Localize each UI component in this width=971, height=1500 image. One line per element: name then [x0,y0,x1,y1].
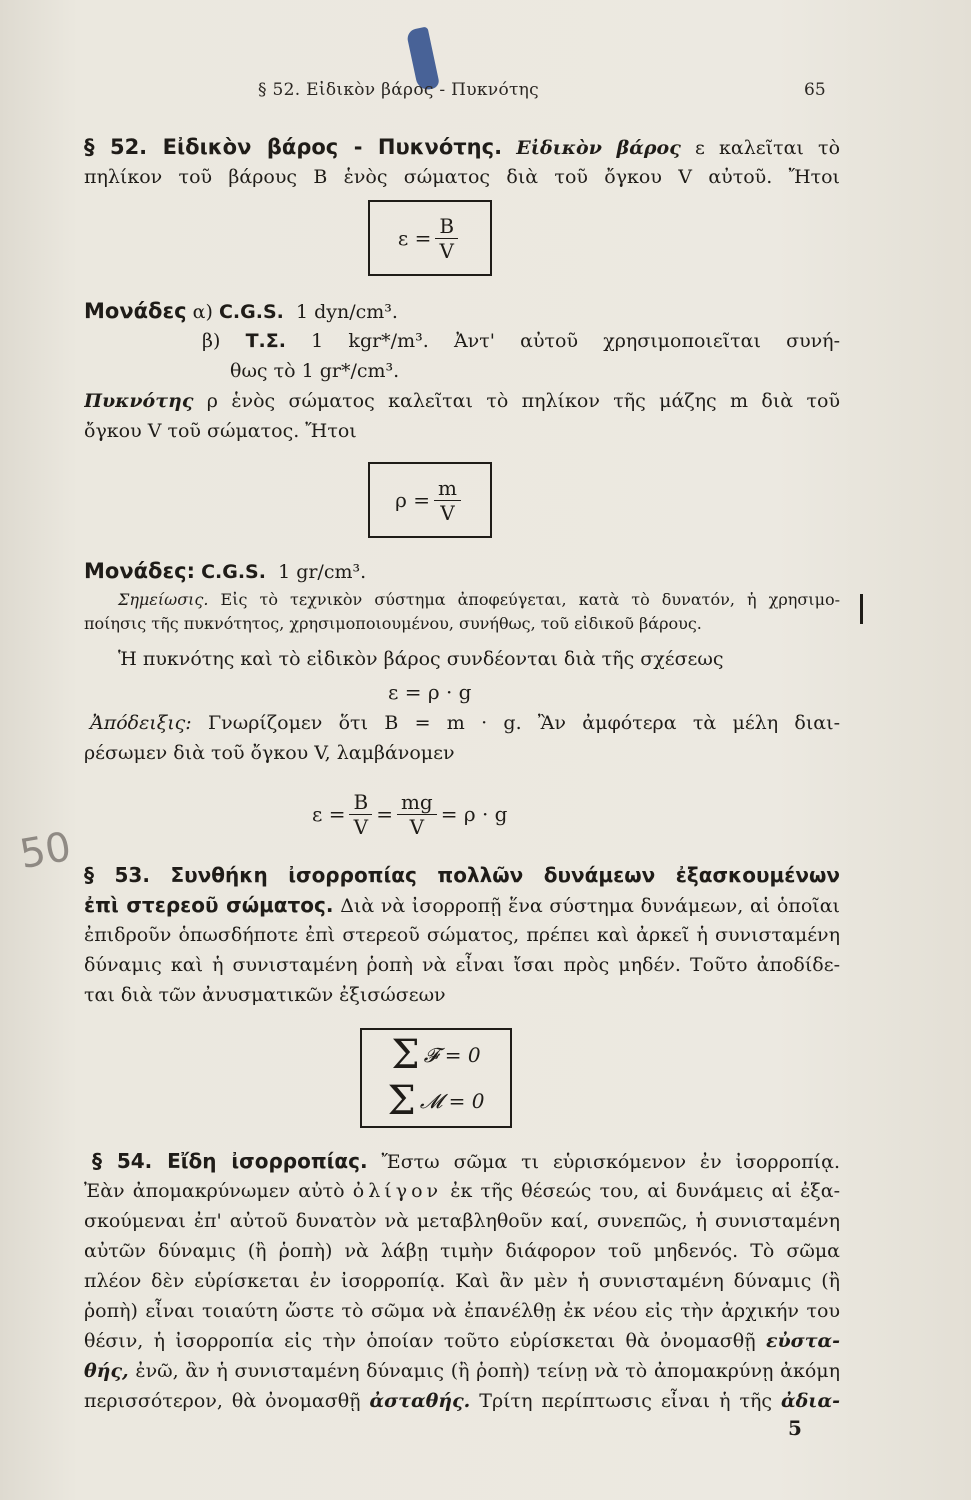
fraction-denominator: V [409,814,425,839]
proof-label: Ἀπόδειξις: [90,712,192,734]
note-label: Σημείωσις. [118,590,209,609]
text-line [84,860,840,890]
text-line [84,326,840,356]
units-label: Μονάδες: [84,559,196,583]
term-stable-cont: θής, [84,1360,129,1382]
proof-equation [312,784,507,844]
text-line [84,132,840,162]
text-line [84,1326,840,1356]
formula-specific-weight-box [368,200,492,276]
section-52-intro [84,132,840,192]
text-fragment: Τρίτη περίπτωσις εἶναι ἡ τῆς [479,1390,772,1412]
unit-value: 1 dyn/cm³. [295,301,398,323]
text-line [84,1386,840,1416]
section-53-heading-cont: ἐπὶ στερεοῦ σώματος. [84,893,334,917]
term-specific-weight: Εἰδικὸν βάρος [516,137,681,159]
running-header [0,80,971,106]
equilibrium-equations-box [360,1028,512,1128]
fraction-numerator: m [434,476,461,501]
sigma-symbol: Σ [387,1078,416,1124]
moment-equation [388,1078,485,1124]
term-unstable: ἀσταθής. [369,1390,471,1412]
text-line: δύναμις καὶ ἡ συνισταμένη ῥοπὴ νὰ εἶναι ἴσαι πρὸς μηδέν. Τοῦτο ἀποδίδε- [84,954,840,976]
fraction-numerator: B [435,214,458,239]
proof-block [84,708,840,768]
text-line: ἐπιδροῦν ὁπωσδήποτε ἐπὶ στερεοῦ σώματος, πρέπει καὶ ἀρκεῖ ἡ συνισταμένη [84,924,840,946]
text-line [84,296,840,326]
equals-sign: = [376,802,393,826]
fraction-denominator: V [439,238,454,263]
text-fragment: Ἔστω σῶμα τι εὑρισκόμενον ἐν ἰσορροπίᾳ. [381,1151,840,1173]
text-fragment: ἐκ τῆς θέσεώς του, αἱ δυνάμεις αἱ ἐξα- [450,1180,840,1202]
section-52-heading: § 52. Εἰδικὸν βάρος - Πυκνότης. [84,135,503,159]
running-title: § 52. Εἰδικὸν βάρος - Πυκνότης [258,80,539,100]
unit-system: Τ.Σ. [245,330,286,352]
section-54-heading: § 54. Εἴδη ἰσορροπίας. [92,1149,368,1173]
units-block [84,296,840,446]
text-fragment: Ἐὰν ἀπομακρύνωμεν αὐτὸ [84,1180,345,1202]
sigma-symbol: Σ [391,1032,420,1078]
text-line [84,588,840,612]
formula-rhs: = ρ · g [440,802,508,826]
fraction-denominator: V [353,814,369,839]
unit-value: 1 gr/cm³. [278,561,367,583]
text-line: ῥοπὴ) εἶναι τοιαύτη ὥστε τὸ σῶμα νὰ ἐπανέλθῃ ἐκ νέου εἰς τὴν ἀρχικήν του [84,1300,840,1322]
text-line: ποίησις τῆς πυκνότητος, χρησιμοποιουμένου, συνήθως, τοῦ εἰδικοῦ βάρους. [84,614,702,633]
signature-mark: 5 [788,1416,802,1440]
text-line [84,1356,840,1386]
text-line: σκούμεναι ἐπ' αὐτοῦ δυνατὸν νὰ μεταβληθοῦν καί, συνεπῶς, ἡ συνισταμένη [84,1210,840,1232]
unit-prefix: α) [192,301,213,323]
text-line [84,386,840,416]
handwritten-margin-note: 50 [16,823,75,879]
section-53-heading: § 53. Συνθήκη ἰσορροπίας πολλῶν δυνάμεων ἐξασκουμένων [84,863,840,887]
units-density [84,556,840,586]
section-53 [84,860,840,1010]
text-line: ται διὰ τῶν ἀνυσματικῶν ἐξισώσεων [84,984,446,1006]
fraction [435,214,458,263]
formula-lhs: ρ = [395,488,430,512]
text-fragment: περισσότερον, θὰ ὀνομασθῇ [84,1390,361,1412]
text-line [84,890,840,920]
term-density: Πυκνότης [84,390,194,412]
section-54 [84,1146,840,1416]
fraction [397,790,437,839]
text-fragment: Γνωρίζομεν ὅτι Β = m · g. Ἂν ἀμφότερα τὰ μέλη διαι- [208,712,840,734]
text-line: αὐτῶν δύναμις (ἢ ῥοπὴ) νὰ λάβῃ τιμὴν διάφορον τοῦ μηδενός. Τὸ σῶμα [84,1240,840,1262]
text-line [84,1146,840,1176]
fraction-denominator: V [440,500,455,525]
relation-block [84,644,840,674]
spaced-word: ὀλίγον [352,1180,443,1202]
text-line: ὄγκου V τοῦ σώματος. Ἤτοι [84,420,357,442]
text-fragment: ε καλεῖται τὸ [695,137,840,159]
text-fragment: ρ ἑνὸς σώματος καλεῖται τὸ πηλίκον τῆς μάζης m διὰ τοῦ [206,390,840,412]
force-symbol: 𝓕 = 0 [423,1043,481,1067]
text-fragment: ἐνῶ, ἂν ἡ συνισταμένη δύναμις (ἢ ῥοπὴ) τείνῃ νὰ τὸ ἀπομακρύνῃ ἀκόμη [135,1360,840,1382]
fraction [349,790,372,839]
fraction-numerator: B [349,790,372,815]
text-line [84,556,840,586]
text-fragment: θέσιν, ἡ ἰσορροπία εἰς τὴν ὁποίαν τοῦτο εὑρίσκεται θὰ ὀνομασθῇ [84,1330,756,1352]
text-line: πηλίκον τοῦ βάρους Β ἑνὸς σώματος διὰ τοῦ ὄγκου V αὐτοῦ. Ἤτοι [84,166,840,188]
unit-prefix: β) [202,330,221,352]
relation-equation: ε = ρ · g [388,680,472,704]
text-line: θως τὸ 1 gr*/cm³. [230,360,400,382]
unit-system: C.G.S. [201,561,266,583]
unit-value: 1 kgr*/m³. Ἀντ' αὐτοῦ χρησιμοποιεῖται συνή- [311,330,840,352]
force-equation [391,1032,480,1078]
moment-symbol: 𝓜 = 0 [419,1089,485,1113]
text-line: ρέσωμεν διὰ τοῦ ὄγκου V, λαμβάνομεν [84,742,455,764]
fraction [434,476,461,525]
unit-system: C.G.S. [218,301,284,323]
formula-lhs: ε = [397,226,432,250]
note-block [84,588,840,636]
formula-density-box [368,462,492,538]
page-number: 65 [804,80,826,100]
term-indifferent: ἀδια- [780,1390,840,1412]
units-label: Μονάδες [84,299,187,323]
fraction-numerator: mg [397,790,437,815]
text-line: πλέον δὲν εὑρίσκεται ἐν ἰσορροπίᾳ. Καὶ ἂν μὲν ἡ συνισταμένη δύναμις (ἢ [84,1270,840,1292]
text-fragment: Διὰ νὰ ἰσορροπῇ ἕνα σύστημα δυνάμεων, αἱ ὁποῖαι [340,895,840,917]
margin-bar [860,594,863,624]
text-line: Ἡ πυκνότης καὶ τὸ εἰδικὸν βάρος συνδέονται διὰ τῆς σχέσεως [118,648,724,670]
text-fragment: Εἰς τὸ τεχνικὸν σύστημα ἀποφεύγεται, κατὰ τὸ δυνατόν, ἡ χρησιμο- [220,590,840,609]
text-line [84,708,840,738]
text-line [84,1176,840,1206]
formula-lhs: ε = [312,802,346,826]
term-stable: εὐστα- [765,1330,840,1352]
